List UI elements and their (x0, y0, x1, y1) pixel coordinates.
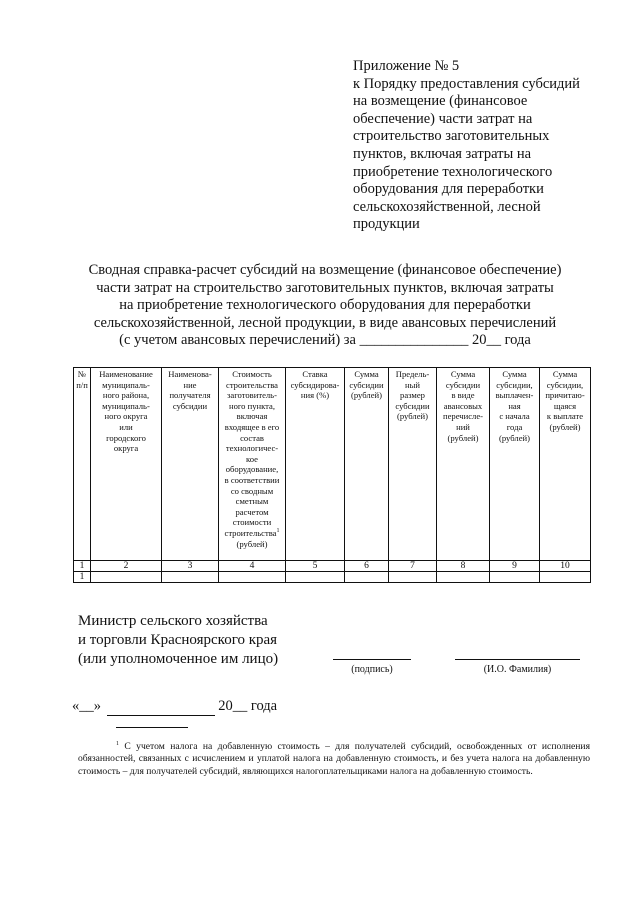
signature-label: (подпись) (351, 664, 393, 675)
number-cell: 3 (162, 561, 219, 572)
data-cell (345, 572, 389, 583)
data-cell (286, 572, 345, 583)
data-cell (389, 572, 437, 583)
minister-line: и торговли Красноярского края (78, 632, 278, 648)
name-line (455, 659, 580, 660)
appendix-line: Приложение № 5 (353, 58, 460, 74)
data-cell (437, 572, 490, 583)
date-close-quote: » (93, 698, 101, 714)
number-cell: 4 (219, 561, 286, 572)
appendix-line: пунктов, включая затраты на (353, 145, 532, 162)
date-line (72, 698, 277, 716)
header-cell-paid: Сумма субсидии, выплачен- ная с начала года (рублей) (490, 368, 540, 561)
data-cell: 1 (74, 572, 91, 583)
name-label: (И.О. Фамилия) (483, 664, 552, 675)
header-cell-municipality: Наименование муниципаль- ного района, муниципаль- ного округа или городского округа (91, 368, 162, 561)
appendix-line: строительство заготовительных (353, 128, 550, 145)
number-cell: 8 (437, 561, 490, 572)
number-cell: 9 (490, 561, 540, 572)
number-cell: 7 (389, 561, 437, 572)
header-cell-subsidy-amount: Сумма субсидии (рублей) (345, 368, 389, 561)
number-cell: 10 (540, 561, 591, 572)
appendix-line: на возмещение (финансовое (353, 93, 528, 110)
subsidy-table (73, 367, 591, 583)
number-cell: 5 (286, 561, 345, 572)
number-cell: 1 (74, 561, 91, 572)
header-cell-recipient: Наименова- ние получателя субсидии (162, 368, 219, 561)
data-cell (162, 572, 219, 583)
header-cell-construction-cost: Стоимость строительства заготовитель- ного пункта, включая входящее в его состав технологичес- кое оборудование, в соответствии со сводным сметным расчетом стоимости строительства$^1$ (рублей) (219, 368, 286, 561)
table-header-row (74, 368, 591, 561)
header-cell-due: Сумма субсидии, причитаю- щаяся к выплате (рублей) (540, 368, 591, 561)
appendix-line: к Порядку предоставления субсидий (353, 75, 580, 92)
date-open-quote: « (72, 698, 80, 714)
header-cell-max-subsidy: Предель- ный размер субсидии (рублей) (389, 368, 437, 561)
header-cell-number: № п/п (74, 368, 91, 561)
table-number-row (74, 561, 591, 572)
date-month-blank (107, 698, 215, 716)
minister-line: (или уполномоченное им лицо) (78, 651, 279, 667)
appendix-line: продукции (353, 216, 420, 233)
footnote-marker: 1 (116, 740, 119, 747)
date-year: 20__ года (218, 698, 278, 714)
minister-line: Министр сельского хозяйства (78, 613, 268, 629)
appendix-line: оборудования для переработки (353, 181, 544, 198)
data-cell (91, 572, 162, 583)
title-line: части затрат на строительство заготовительных пунктов, включая затраты (96, 279, 554, 296)
appendix-line: обеспечение) части затрат на (353, 110, 533, 127)
appendix-line: приобретение технологического (353, 163, 553, 180)
header-cell-advance: Сумма субсидии в виде авансовых перечисле- ний (рублей) (437, 368, 490, 561)
number-cell: 2 (91, 561, 162, 572)
data-cell (490, 572, 540, 583)
minister-block (78, 612, 278, 669)
footnote-ref: 1 (276, 528, 280, 535)
appendix-block (353, 58, 613, 234)
date-day-blank: __ (79, 698, 94, 714)
footnote-text: С учетом налога на добавленную стоимость – для получателей субсидий, освобожденных от исполнения обязанностей, связанных с исчислением и уплатой налога на добавленную стоимость, и без учета налога на добавленную стоимость – для получателей субсидий, являющихся налогоплательщиками налога на добавленную стоимость. (78, 741, 590, 777)
document-title (60, 262, 590, 350)
title-line: Сводная справка-расчет субсидий на возмещение (финансовое обеспечение) (88, 262, 562, 278)
signature-line (333, 659, 411, 660)
title-line: (с учетом авансовых перечислений) за _______________ 20__ года (119, 332, 531, 348)
appendix-line: сельскохозяйственной, лесной (353, 198, 541, 215)
table-row (74, 572, 591, 583)
footnote-divider (116, 727, 188, 728)
footnote (78, 741, 590, 778)
title-line: сельскохозяйственной, лесной продукции, в виде авансовых перечислений (93, 314, 557, 331)
data-cell (540, 572, 591, 583)
number-cell: 6 (345, 561, 389, 572)
title-line: на приобретение технологического оборудования для переработки (119, 297, 531, 313)
data-cell (219, 572, 286, 583)
header-cell-rate: Ставка субсидирова- ния (%) (286, 368, 345, 561)
